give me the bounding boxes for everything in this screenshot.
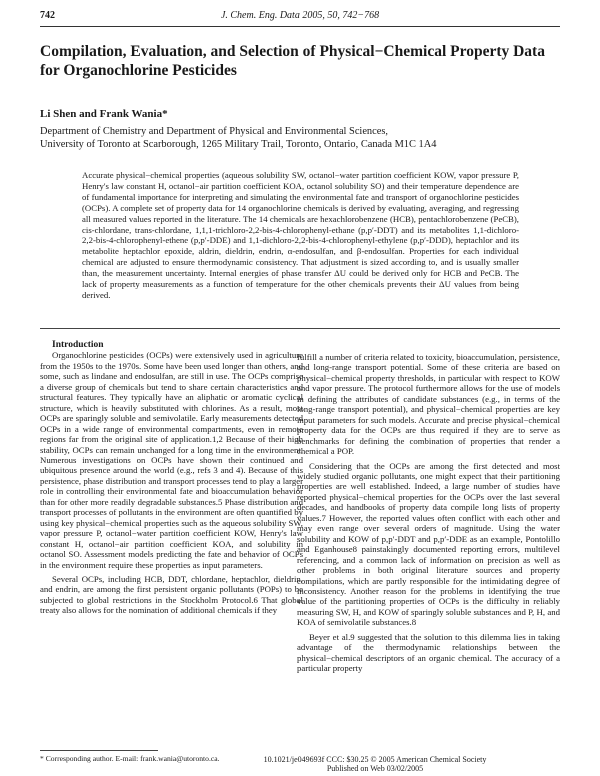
section-heading-introduction: Introduction xyxy=(52,340,104,350)
affiliation-line-1: Department of Chemistry and Department of Physical and Environmental Sciences, xyxy=(40,126,388,137)
doi-copyright-line: 10.1021/je049693f CCC: $30.25 © 2005 American Chemical Society xyxy=(263,755,487,764)
paragraph: Organochlorine pesticides (OCPs) were extensively used in agriculture from the 1950s to the 1970s. Some have been used longer than others, and some, such as lindane and endosulfan, are still in use. The OCPs comprise a diverse group of chemicals but tend to share certain characteristics and structural features. They typically have an aliphatic or aromatic cyclical structure, which is heavily substituted with chlorines. As a result, most OCPs are sparingly soluble and semivolatile. Early measurements detected OCPs in a wide range of environmental compartments, even in remote regions far from the original site of application.1,2 Because of their high stability, OCPs can remain unchanged for a long time in the environment. Numerous investigations on OCPs have shown their continued and ubiquitous presence around the world (e.g., refs 3 and 4). Because of this persistence, phase distribution and transport processes tend to play a larger role in controlling their environmental fate and bioaccumulation behavior than for other more readily degradable substances.5 Phase distribution and transport processes of pollutants in the environment are often quantified by using key physical−chemical properties such as the aqueous solubility SW, vapor pressure P, octanol−water partition coefficient KOW, Henry's law constant H, octanol−air partition coefficient KOA, and solubility in octanol SO. Assessment models predicting the fate and behavior of OCPs in the environment require these properties as input parameters. xyxy=(40,350,303,570)
running-header xyxy=(40,10,560,24)
abstract-rule xyxy=(40,328,560,329)
affiliation-line-2: University of Toronto at Scarborough, 1265 Military Trail, Toronto, Ontario, Canada M1C 1A4 xyxy=(40,139,437,150)
paragraph: fulfill a number of criteria related to toxicity, bioaccumulation, persistence, and long-range transport potential. Some of these criteria are based on physical−chemical property thresholds, in particular with respect to KOW and vapor pressure. The protocol furthermore allows for the use of models in defining the attributes of candidate substances (e.g., in terms of the long-range transport potential), and physical−chemical properties are key input parameters for such models. Accurate and precise physical−chemical property data for the OCPs are thus required if they are to serve as benchmarks for defining the combination of properties that render a chemical a POP. xyxy=(297,352,560,457)
header-rule xyxy=(40,26,560,27)
published-date-line: Published on Web 03/02/2005 xyxy=(326,764,424,773)
article-title: Compilation, Evaluation, and Selection of Physical−Chemical Property Data for Organochlorine Pesticides xyxy=(40,43,545,79)
abstract: Accurate physical−chemical properties (aqueous solubility SW, octanol−water partition coefficient KOW, vapor pressure P, Henry's law constant H, octanol−air partition coefficient KOA, octanol solubility SO) and their temperature dependence are of fundamental importance for interpreting and simulating the environmental fate and transport of organochlorine pesticides (OCPs). A complete set of property data for 14 organochlorine chemicals is derived by evaluating, averaging, and regressing all measured values reported in the literature. The 14 chemicals are hexachlorobenzene (HCB), pentachlorobenzene (PeCB), cis-chlordane, trans-chlordane, 1,1,1-trichloro-2,2-bis-4-chlorophenyl-ethane (p,p′-DDT) and its metabolites 1,1-dichloro-2,2-bis-4-chlorophenyl-ethene (p,p′-DDE) and 1,1-dichloro-2,2-bis-4-chlorophenyl-ethylene (p,p′-DDD), heptachlor and its metabolite heptachlor epoxide, aldrin, dieldrin, endrin, α-endosulfan, and β-endosulfan. Properties for each individual chemical are adjusted to ensure thermodynamic consistency. That adjustment is sized according to, and is usually smaller than, the measurement uncertainty. Internal energies of phase transfer ΔU could be derived only for HCB and PeCB. The lack of property measurements as a function of temperature for the other chemicals prevents their ΔU values from being derived. xyxy=(82,170,519,300)
paragraph: Considering that the OCPs are among the first detected and most widely studied organic pollutants, one might expect that their partitioning properties are well established. Indeed, a large number of studies have reported physical−chemical properties for the OCPs over the last several decades, and handbooks of property data compile long lists of property values.7 However, the reported values often conflict with each other and may even range over several orders of magnitude. Using the water solubility and KOW of p,p′-DDT and p,p′-DDE as an example, Pontolillo and Eganhouse8 painstakingly documented reporting errors, multilevel referencing, and a common lack of information on precision as well as other problems in both original literature sources and property compilations, which are partly responsible for the intimidating degree of inconsistency. Another reason for the problems in identifying the true value of the partitioning properties of OCPs is the difficulty in reliably measuring SW, H, and KOW of sparingly soluble substances and P, H, and KOA of semivolatile substances.8 xyxy=(297,460,560,628)
affiliation xyxy=(40,125,560,151)
corresponding-author-footnote: * Corresponding author. E-mail: frank.wania@utoronto.ca. xyxy=(40,754,220,763)
authors: Li Shen and Frank Wania* xyxy=(40,108,168,120)
page-number: 742 xyxy=(40,10,55,21)
right-column xyxy=(297,352,560,674)
journal-reference: J. Chem. Eng. Data 2005, 50, 742−768 xyxy=(220,10,380,21)
footnote-rule xyxy=(40,750,158,751)
left-column xyxy=(40,340,303,616)
paragraph: Beyer et al.9 suggested that the solution to this dilemma lies in taking advantage of the thermodynamic relationships between the physical−chemical descriptors of an organic chemical. The accuracy of a particular property xyxy=(297,631,560,674)
paragraph: Several OCPs, including HCB, DDT, chlordane, heptachlor, dieldrin, and endrin, are among the first persistent organic pollutants (POPs) to be subjected to global restrictions in the Stockholm Protocol.6 That global treaty also allows for the nomination of additional chemicals if they xyxy=(40,573,303,616)
